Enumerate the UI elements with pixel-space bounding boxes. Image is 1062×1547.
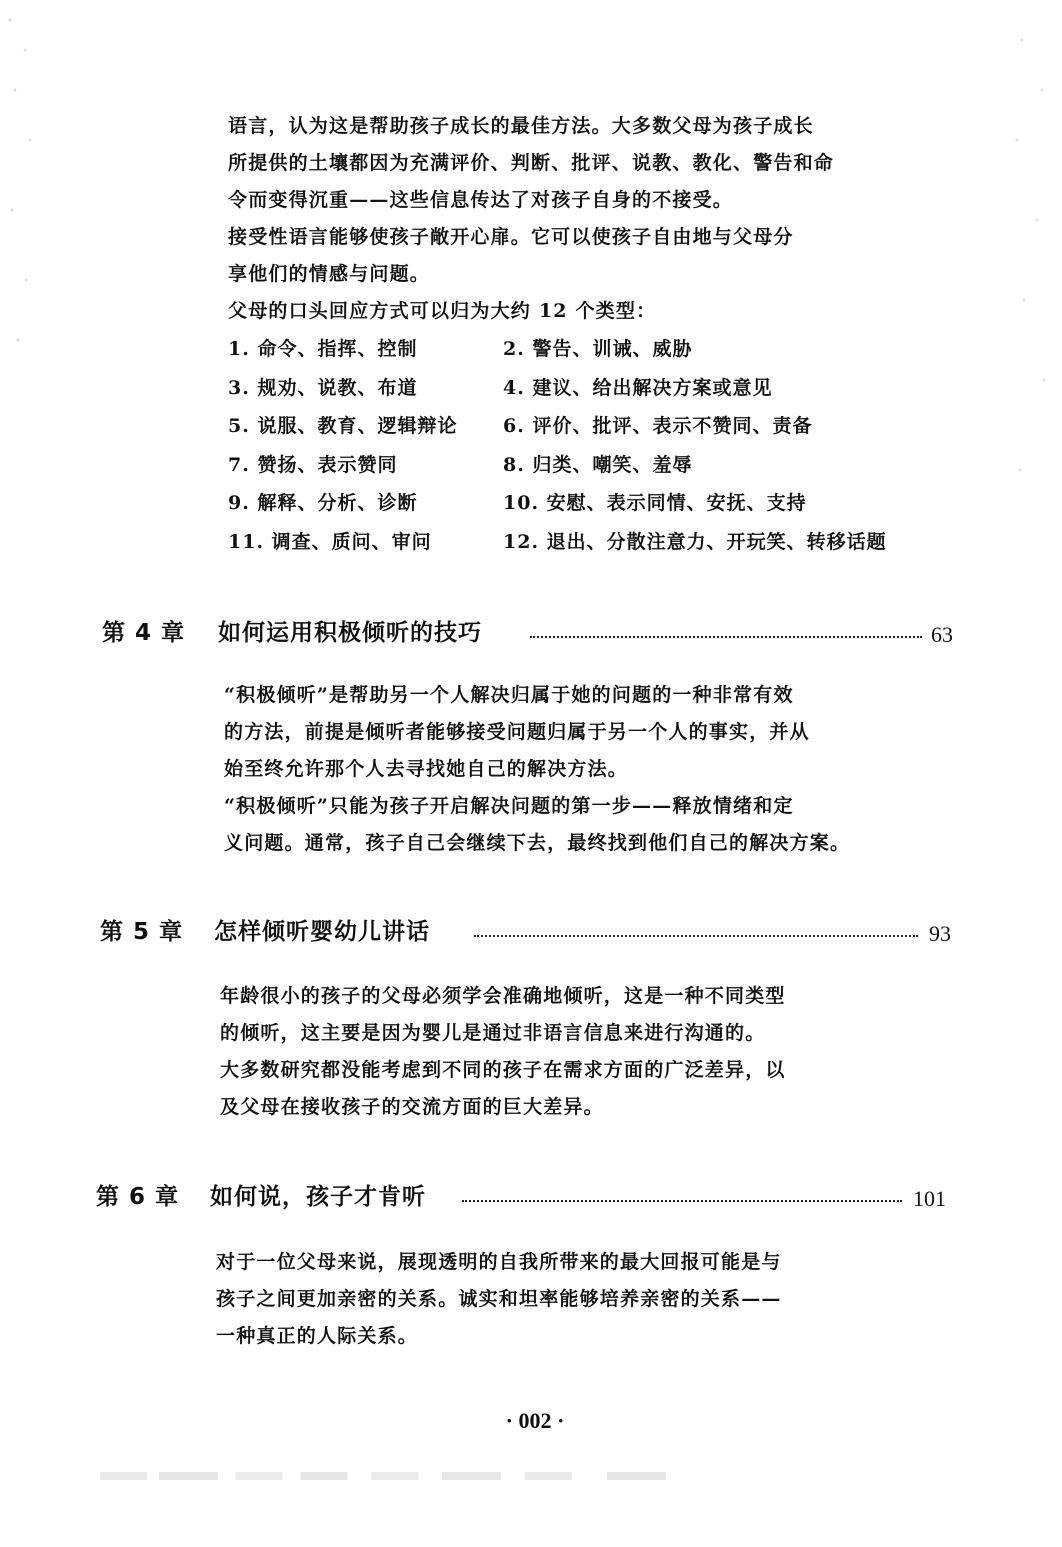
summary-line: 及父母在接收孩子的交流方面的巨大差异。 [220,1096,604,1118]
intro-line-4: 接受性语言能够使孩子敞开心扉。它可以使孩子自由地与父母分 [228,226,794,248]
intro-line-5: 享他们的情感与问题。 [228,263,431,285]
intro-line-1: 语言，认为这是帮助孩子成长的最佳方法。大多数父母为孩子成长 [228,115,814,137]
response-types-list [228,330,928,561]
intro-paragraph [228,108,834,330]
list-row [228,369,928,408]
list-item: 11. 调查、质问、审问 [228,530,432,553]
chapter-page-number: 63 [931,622,953,647]
summary-line: 年龄很小的孩子的父母必须学会准确地倾听，这是一种不同类型 [220,985,786,1007]
scan-noise-right [1002,0,1062,520]
summary-line: 大多数研究都没能考虑到不同的孩子在需求方面的广泛差异，以 [220,1059,786,1081]
summary-line: 一种真正的人际关系。 [216,1325,419,1347]
page-number: · 002 · [505,1408,565,1433]
list-item: 8. 归类、嘲笑、羞辱 [503,453,693,476]
chapter-title: 如何运用积极倾听的技巧 [218,620,482,646]
chapter-page-number: 101 [913,1186,946,1211]
list-item: 1. 命令、指挥、控制 [228,338,418,360]
list-item: 6. 评价、批评、表示不赞同、责备 [503,415,813,437]
intro-line-2: 所提供的土壤都因为充满评价、判断、批评、说教、教化、警告和命 [228,152,835,174]
summary-line: 孩子之间更加亲密的关系。诚实和坦率能够培养亲密的关系—— [216,1288,782,1310]
list-item: 2. 警告、训诫、威胁 [503,338,693,360]
dot-leader [462,1200,902,1202]
chapter-title: 如何说，孩子才肯听 [210,1184,426,1210]
chapter-5-heading [0,913,1062,953]
list-item: 10. 安慰、表示同情、安抚、支持 [503,492,807,514]
scan-noise-bottom [88,1472,678,1480]
summary-line: “积极倾听”是帮助另一个人解决归属于她的问题的一种非常有效 [224,684,794,706]
list-row [228,484,928,523]
list-item: 9. 解释、分析、诊断 [228,492,418,514]
list-item: 12. 退出、分散注意力、开玩笑、转移话题 [503,530,887,553]
chapter-4-heading [0,614,1062,654]
summary-line: “积极倾听”只能为孩子开启解决问题的第一步——释放情绪和定 [224,795,794,817]
summary-line: 的方法，前提是倾听者能够接受问题归属于另一个人的事实，并从 [224,721,810,743]
chapter-number: 第 5 章 [100,919,184,945]
summary-line: 始至终允许那个人去寻找她自己的解决方法。 [224,758,629,780]
dot-leader [474,935,918,937]
chapter-4-summary [224,677,850,862]
chapter-number: 第 4 章 [102,620,186,646]
list-item: 7. 赞扬、表示赞同 [228,453,398,476]
chapter-title: 怎样倾听婴幼儿讲话 [214,919,430,945]
summary-line: 义问题。通常，孩子自己会继续下去，最终找到他们自己的解决方案。 [224,832,851,854]
summary-line: 的倾听，这主要是因为婴儿是通过非语言信息来进行沟通的。 [220,1022,766,1044]
list-row [228,330,928,369]
chapter-number: 第 6 章 [96,1184,180,1210]
chapter-5-summary [220,978,786,1126]
list-row [228,446,928,485]
list-row [228,407,928,446]
scan-noise-left [0,0,40,420]
summary-line: 对于一位父母来说，展现透明的自我所带来的最大回报可能是与 [216,1251,782,1273]
intro-line-6: 父母的口头回应方式可以归为大约 12 个类型： [228,300,657,322]
list-row [228,523,928,562]
list-item: 3. 规劝、说教、布道 [228,376,418,399]
dot-leader [530,636,922,638]
chapter-6-heading [0,1178,1062,1218]
list-item: 4. 建议、给出解决方案或意见 [503,376,773,399]
chapter-6-summary [216,1244,782,1355]
intro-line-3: 令而变得沉重——这些信息传达了对孩子自身的不接受。 [228,189,734,211]
chapter-page-number: 93 [929,921,951,946]
list-item: 5. 说服、教育、逻辑辩论 [228,415,458,437]
